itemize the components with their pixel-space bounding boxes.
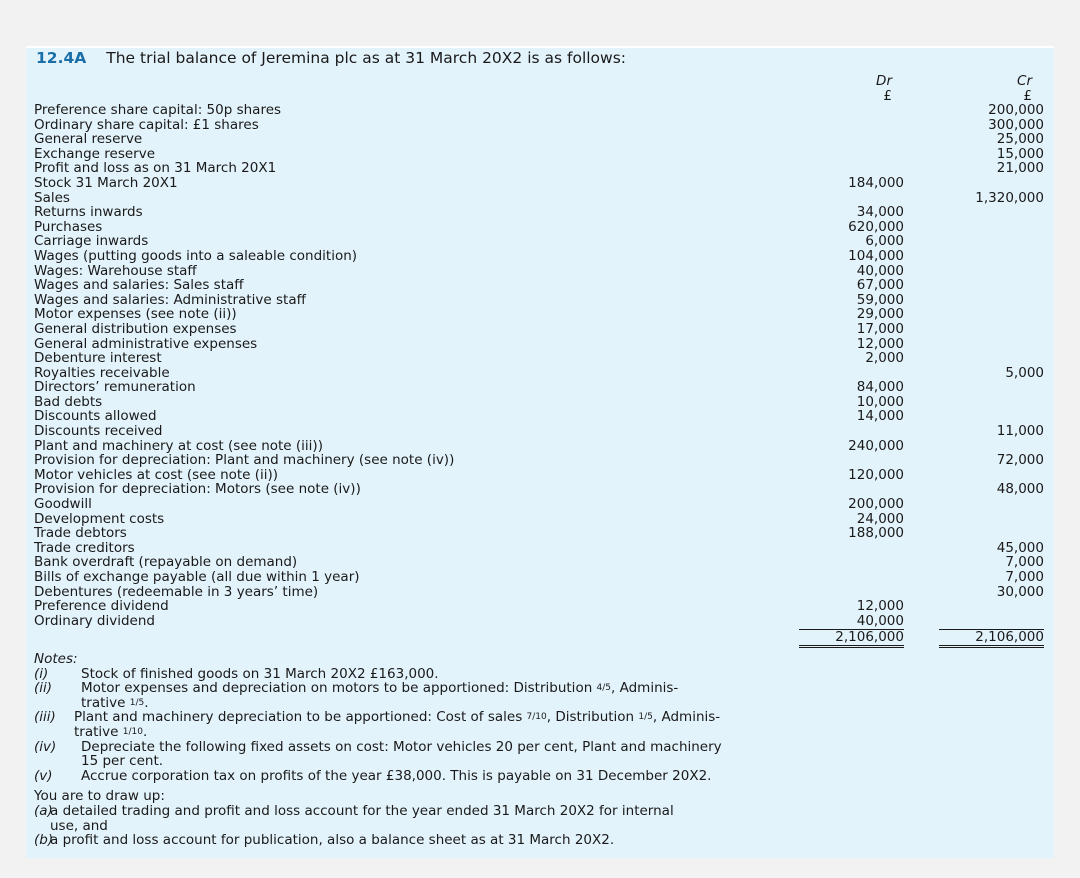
table-row (34, 293, 1044, 308)
task-a (34, 804, 1046, 833)
top-margin (0, 0, 1080, 46)
debit-amount: 184,000 (848, 174, 904, 191)
notes-title: Notes: (34, 651, 78, 667)
table-row (34, 176, 1044, 191)
table-row (34, 395, 1044, 410)
debit-amount: 104,000 (848, 247, 904, 264)
account-name: Wages and salaries: Administrative staff (34, 291, 306, 308)
note-number: (i) (34, 665, 49, 682)
account-name: Royalties receivable (34, 364, 170, 381)
fraction: 1/10 (122, 726, 143, 737)
debit-amount: 620,000 (848, 218, 904, 235)
table-row (34, 132, 1044, 147)
fraction: 7/10 (526, 712, 547, 723)
note-i (34, 667, 1046, 682)
table-row (34, 468, 1044, 483)
table-row (34, 307, 1044, 322)
debit-amount: 188,000 (848, 525, 904, 542)
table-row (34, 570, 1044, 585)
dr-label: Dr (876, 73, 892, 89)
account-name: Preference share capital: 50p shares (34, 102, 282, 118)
account-name: Debenture interest (34, 350, 162, 367)
account-name: Ordinary dividend (34, 612, 155, 629)
debit-amount: 59,000 (856, 291, 904, 308)
credit-amount: 11,000 (996, 423, 1044, 440)
debit-amount: 120,000 (848, 466, 904, 483)
dr-currency: £ (883, 88, 892, 104)
table-row (34, 103, 1044, 118)
cr-label: Cr (1017, 73, 1032, 89)
table-row (34, 337, 1044, 352)
credit-amount: 15,000 (996, 145, 1044, 162)
credit-amount: 200,000 (988, 102, 1044, 118)
debit-amount: 10,000 (856, 393, 904, 410)
account-name: Wages (putting goods into a saleable condition) (34, 247, 358, 264)
account-name: Provision for depreciation: Plant and machinery (see note (iv)) (34, 452, 455, 469)
account-name: Profit and loss as on 31 March 20X1 (34, 160, 277, 177)
note-iv (34, 740, 1046, 769)
note-text: 15 per cent. (81, 753, 164, 770)
panel-top-rule (26, 46, 1054, 48)
note-text: trative (74, 723, 123, 740)
debit-amount: 14,000 (856, 408, 904, 425)
credit-amount: 300,000 (988, 116, 1044, 133)
credit-amount: 7,000 (1005, 569, 1044, 585)
account-name: Preference dividend (34, 598, 169, 615)
note-text: . (144, 694, 149, 711)
account-name: General reserve (34, 131, 143, 148)
table-row (34, 453, 1044, 468)
debit-amount: 6,000 (865, 233, 904, 250)
table-row (34, 278, 1044, 293)
exercise-heading (36, 49, 626, 67)
debit-amount: 29,000 (856, 306, 904, 323)
table-row (34, 614, 1044, 629)
debit-amount: 240,000 (848, 437, 904, 454)
credit-amount: 21,000 (996, 160, 1044, 177)
note-iii (34, 710, 1046, 739)
table-row (34, 118, 1044, 133)
note-text: Depreciate the following fixed assets on cost: Motor vehicles 20 per cent, Plant and machinery (81, 738, 722, 755)
table-row (34, 322, 1044, 337)
note-text: , Distribution (546, 709, 639, 726)
note-ii (34, 681, 1046, 710)
account-name: Debentures (redeemable in 3 years’ time) (34, 583, 319, 600)
account-name: General administrative expenses (34, 335, 258, 352)
account-name: Returns inwards (34, 204, 143, 221)
table-row (34, 147, 1044, 162)
account-name: Stock 31 March 20X1 (34, 174, 178, 191)
table-row (34, 205, 1044, 220)
note-text: Motor expenses and depreciation on motors to be apportioned: Distribution (81, 680, 597, 697)
account-name: Wages and salaries: Sales staff (34, 277, 244, 294)
table-row (34, 191, 1044, 206)
dr-total: 2,106,000 (799, 629, 904, 648)
debit-amount: 40,000 (856, 262, 904, 279)
note-text: . (142, 723, 148, 740)
table-row (34, 482, 1044, 497)
table-row (34, 409, 1044, 424)
table-row (34, 366, 1044, 381)
debit-amount: 17,000 (856, 320, 904, 337)
account-name: General distribution expenses (34, 320, 237, 337)
task-intro: You are to draw up: (34, 788, 165, 805)
totals-row (34, 629, 1044, 645)
task-letter: (a) (34, 802, 53, 819)
credit-amount: 7,000 (1005, 554, 1044, 571)
table-row (34, 599, 1044, 614)
note-text: Stock of finished goods on 31 March 20X2 £163,000. (81, 665, 439, 682)
note-text: Plant and machinery depreciation to be apportioned: Cost of sales (74, 709, 527, 726)
account-name: Trade debtors (34, 525, 127, 542)
exercise-panel (26, 46, 1054, 858)
cr-total: 2,106,000 (939, 629, 1044, 648)
table-row (34, 220, 1044, 235)
table-row (34, 585, 1044, 600)
table-row (34, 512, 1044, 527)
debit-amount: 200,000 (848, 496, 904, 513)
debit-amount: 40,000 (856, 612, 904, 629)
table-row (34, 161, 1044, 176)
task-letter: (b) (34, 832, 54, 849)
fraction: 4/5 (596, 683, 612, 694)
table-row (34, 351, 1044, 366)
account-name: Plant and machinery at cost (see note (iii)) (34, 437, 323, 454)
account-name: Development costs (34, 510, 165, 527)
credit-amount: 25,000 (996, 131, 1044, 148)
credit-amount: 5,000 (1005, 364, 1044, 381)
fraction: 1/5 (638, 712, 653, 723)
note-text: trative (81, 694, 130, 711)
account-name: Provision for depreciation: Motors (see note (iv)) (34, 481, 361, 498)
heading-text: The trial balance of Jeremina plc as at 31 March 20X2 is as follows: (106, 49, 627, 67)
note-text: Accrue corporation tax on profits of the year £38,000. This is payable on 31 December 20X2. (81, 767, 712, 784)
debit-amount: 24,000 (856, 510, 904, 527)
note-number: (ii) (34, 680, 53, 697)
table-row (34, 234, 1044, 249)
account-name: Discounts allowed (34, 408, 157, 425)
note-number: (v) (34, 767, 53, 784)
debit-amount: 2,000 (865, 350, 904, 367)
note-text: , Adminis- (652, 709, 721, 726)
account-name: Exchange reserve (34, 145, 155, 162)
note-number: (iv) (34, 738, 57, 755)
note-v (34, 769, 1046, 784)
table-row (34, 526, 1044, 541)
debit-amount: 84,000 (856, 379, 904, 396)
table-row (34, 264, 1044, 279)
table-row (34, 555, 1044, 570)
account-name: Goodwill (34, 496, 92, 513)
account-name: Sales (34, 189, 70, 206)
credit-amount: 72,000 (996, 452, 1044, 469)
credit-amount: 48,000 (996, 481, 1044, 498)
notes-section (34, 652, 1046, 848)
table-row (34, 541, 1044, 556)
account-name: Bad debts (34, 393, 103, 410)
bottom-margin (0, 858, 1080, 878)
table-row (34, 439, 1044, 454)
account-name: Motor expenses (see note (ii)) (34, 306, 237, 323)
fraction: 1/5 (129, 697, 145, 708)
task-text: a detailed trading and profit and loss account for the year ended 31 March 20X2 for internal (50, 802, 674, 819)
account-name: Directors’ remuneration (34, 379, 196, 396)
table-row (34, 380, 1044, 395)
account-name: Discounts received (34, 423, 163, 440)
task-b (34, 833, 1046, 848)
account-name: Trade creditors (34, 539, 135, 556)
account-name: Motor vehicles at cost (see note (ii)) (34, 466, 279, 483)
task-text: a profit and loss account for publication, also a balance sheet as at 31 March 20X2. (50, 832, 615, 849)
note-number: (iii) (34, 709, 56, 726)
debit-amount: 12,000 (856, 335, 904, 352)
question-number: 12.4A (36, 49, 87, 67)
table-row (34, 249, 1044, 264)
task-text: use, and (50, 817, 108, 834)
account-name: Ordinary share capital: £1 shares (34, 116, 259, 133)
trial-balance-rows (34, 103, 1044, 628)
credit-amount: 1,320,000 (975, 189, 1044, 206)
account-name: Wages: Warehouse staff (34, 262, 197, 279)
debit-amount: 67,000 (856, 277, 904, 294)
debit-amount: 34,000 (856, 204, 904, 221)
account-name: Purchases (34, 218, 103, 235)
note-text: , Adminis- (611, 680, 679, 697)
cr-currency: £ (1023, 88, 1032, 104)
account-name: Bank overdraft (repayable on demand) (34, 554, 298, 571)
table-row (34, 497, 1044, 512)
table-row (34, 424, 1044, 439)
credit-amount: 45,000 (996, 539, 1044, 556)
account-name: Carriage inwards (34, 233, 149, 250)
account-name: Bills of exchange payable (all due within 1 year) (34, 569, 360, 585)
cr-column-header (972, 74, 1032, 104)
credit-amount: 30,000 (996, 583, 1044, 600)
debit-amount: 12,000 (856, 598, 904, 615)
dr-column-header (832, 74, 892, 104)
